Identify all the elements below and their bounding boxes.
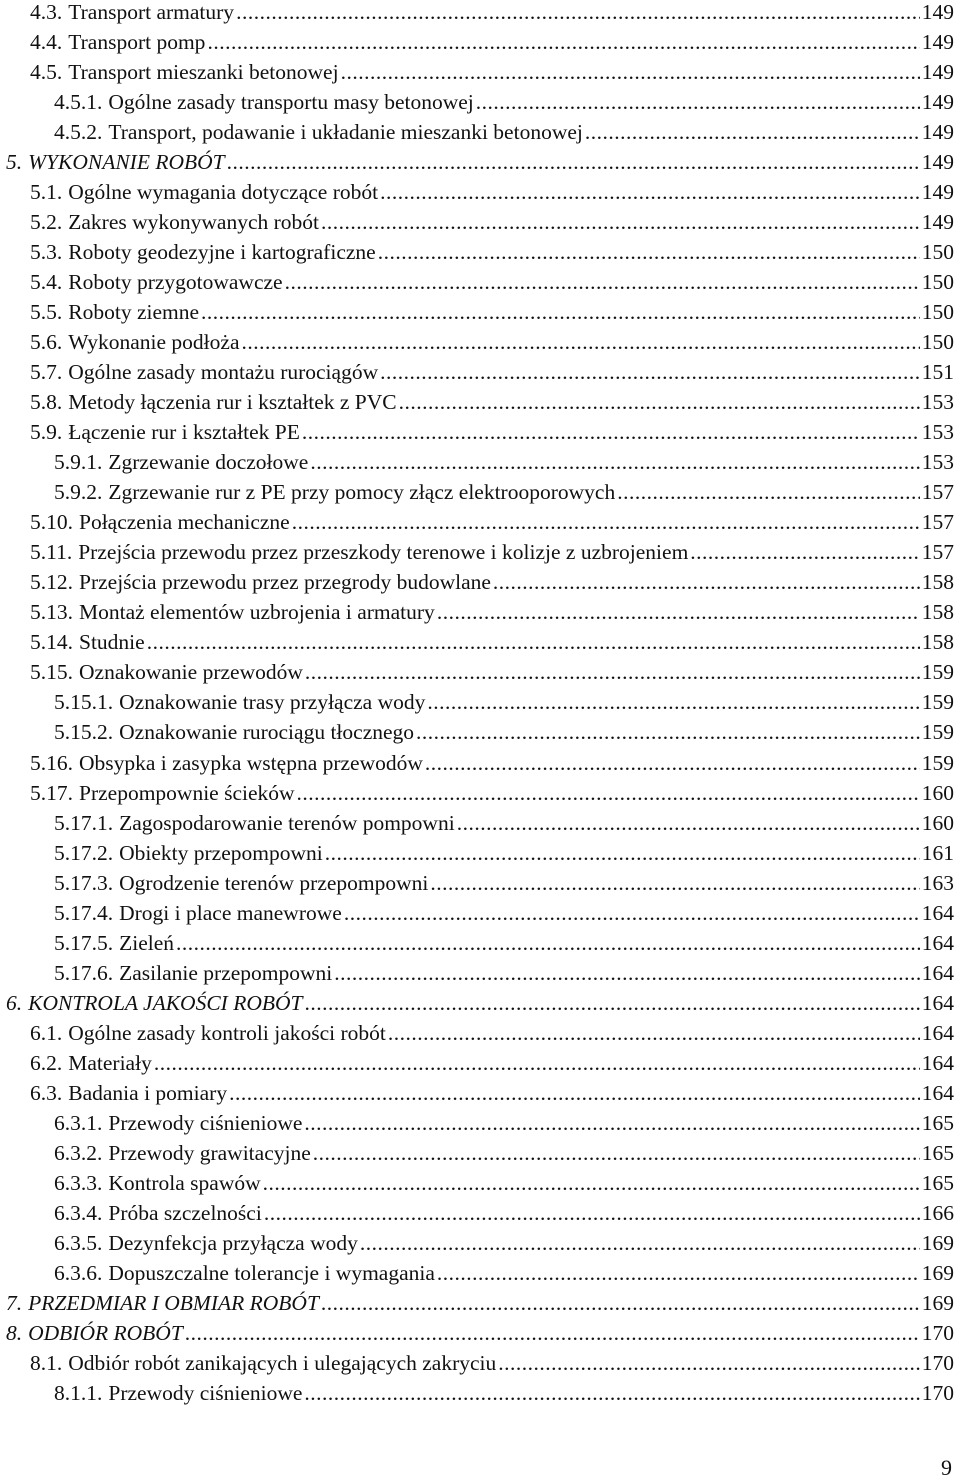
toc-entry-title: Zakres wykonywanych robót [68,210,320,235]
toc-entry[interactable] [54,687,954,717]
toc-entry-number: 4.5.1. [54,90,103,115]
toc-entry[interactable] [54,898,954,928]
toc-entry-page: 150 [921,330,954,355]
toc-entry-title: KONTROLA JAKOŚCI ROBÓT [28,990,303,1015]
toc-entry[interactable] [30,657,954,687]
toc-dot-leader [388,1018,920,1048]
toc-dot-leader [425,748,920,778]
toc-entry[interactable] [30,537,954,567]
toc-entry-title: Przejścia przewodu przez przegrody budowlane [79,570,491,595]
toc-entry-number: 4.5.2. [54,120,103,145]
toc-entry-page: 170 [921,1350,954,1375]
toc-entry-page: 161 [921,840,954,865]
toc-entry-page: 165 [921,1140,954,1165]
toc-entry[interactable] [54,838,954,868]
page-number: 9 [941,1455,952,1480]
toc-entry-title: Łączenie rur i kształtek PE [68,420,300,445]
toc-dot-leader [325,838,920,868]
toc-entry-page: 153 [921,390,954,415]
toc-entry-title: Zgrzewanie doczołowe [108,450,309,475]
toc-dot-leader [147,627,920,657]
toc-entry[interactable] [54,808,954,838]
toc-dot-leader [617,477,920,507]
toc-entry-title: Dopuszczalne tolerancje i wymagania [108,1260,435,1285]
toc-entry[interactable] [54,477,954,507]
toc-entry-title: Metody łączenia rur i kształtek z PVC [68,390,397,415]
toc-entry-number: 5.6. [30,330,63,355]
toc-dot-leader [457,808,920,838]
toc-entry-title: Drogi i place manewrowe [119,900,342,925]
toc-entry-number: 5.7. [30,360,63,385]
toc-entry-page: 150 [921,240,954,265]
toc-dot-leader [227,147,920,177]
toc-entry[interactable] [30,1018,954,1048]
toc-dot-leader [399,387,920,417]
toc-entry-title: Materiały [68,1050,152,1075]
toc-entry-page: 158 [921,600,954,625]
toc-entry-title: Oznakowanie przewodów [79,660,303,685]
toc-entry[interactable] [54,1108,954,1138]
toc-entry-title: Zasilanie przepompowni [119,960,333,985]
toc-entry[interactable] [54,1258,954,1288]
toc-dot-leader [493,567,920,597]
toc-entry[interactable] [54,117,954,147]
toc-entry-number: 5.17. [30,780,73,805]
toc-entry[interactable] [30,297,954,327]
toc-entry[interactable] [30,748,954,778]
toc-entry-number: 4.3. [30,0,63,24]
toc-entry-number: 4.5. [30,60,63,85]
toc-entry-title: Ogólne zasady transportu masy betonowej [108,90,474,115]
toc-dot-leader [154,1048,920,1078]
toc-entry-number: 6.1. [30,1020,63,1045]
toc-entry-number: 5.9. [30,420,63,445]
toc-entry-page: 170 [921,1320,954,1345]
toc-entry-page: 158 [921,570,954,595]
toc-dot-leader [304,1108,919,1138]
toc-entry-number: 6.3.1. [54,1110,103,1135]
toc-entry-page: 164 [921,960,954,985]
toc-entry-page: 149 [921,30,954,55]
toc-entry-title: ODBIÓR ROBÓT [28,1320,183,1345]
toc-entry-title: Przewody ciśnieniowe [108,1380,303,1405]
toc-entry-page: 159 [921,720,954,745]
toc-entry-title: Ogólne zasady kontroli jakości robót [68,1020,386,1045]
toc-entry-page: 149 [921,60,954,85]
toc-entry-title: Transport pomp [68,30,206,55]
toc-entry-number: 5.10. [30,510,73,535]
toc-dot-leader [416,717,920,747]
toc-entry[interactable] [54,958,954,988]
toc-entry-number: 5.12. [30,570,73,595]
toc-dot-leader [297,778,920,808]
toc-entry-number: 5.11. [30,540,73,565]
toc-entry-title: PRZEDMIAR I OBMIAR ROBÓT [28,1290,319,1315]
toc-entry[interactable] [30,417,954,447]
toc-dot-leader [313,1138,920,1168]
toc-entry-title: Wykonanie podłoża [68,330,240,355]
toc-entry-title: Zieleń [119,930,175,955]
toc-entry-title: Obsypka i zasypka wstępna przewodów [79,750,423,775]
toc-entry-page: 149 [921,210,954,235]
toc-entry-number: 5.17.3. [54,870,114,895]
toc-entry-title: Przewody grawitacyjne [108,1140,311,1165]
toc-entry[interactable] [54,1138,954,1168]
toc-entry[interactable] [30,387,954,417]
toc-entry-page: 149 [921,90,954,115]
toc-entry-number: 6.3.6. [54,1260,103,1285]
toc-entry-page: 157 [921,540,954,565]
toc-entry-number: 6.3. [30,1080,63,1105]
toc-entry-number: 8.1.1. [54,1380,103,1405]
toc-entry-page: 153 [921,420,954,445]
toc-entry[interactable] [54,717,954,747]
toc-entry[interactable] [6,988,954,1018]
toc-entry-page: 157 [921,480,954,505]
toc-entry[interactable] [54,868,954,898]
toc-entry-number: 5.9.2. [54,480,103,505]
toc-dot-leader [690,537,919,567]
toc-entry-number: 5.1. [30,180,63,205]
toc-entry-title: Zgrzewanie rur z PE przy pomocy złącz elektrooporowych [108,480,616,505]
toc-entry-page: 165 [921,1170,954,1195]
toc-entry-page: 164 [921,900,954,925]
toc-entry-page: 153 [921,450,954,475]
toc-dot-leader [285,267,920,297]
toc-entry-title: Roboty geodezyjne i kartograficzne [68,240,376,265]
toc-entry[interactable] [54,1378,954,1408]
toc-entry-number: 5.5. [30,300,63,325]
toc-entry[interactable] [30,1048,954,1078]
toc-entry-page: 159 [921,750,954,775]
toc-entry-number: 5.4. [30,270,63,295]
toc-dot-leader [380,357,920,387]
toc-entry-page: 169 [921,1260,954,1285]
toc-entry[interactable] [54,1228,954,1258]
toc-dot-leader [292,507,920,537]
toc-entry-title: Roboty ziemne [68,300,200,325]
toc-entry[interactable] [30,1078,954,1108]
toc-entry-page: 169 [921,1230,954,1255]
toc-entry[interactable] [30,1348,954,1378]
toc-dot-leader [380,177,920,207]
toc-entry[interactable] [30,57,954,87]
toc-entry-page: 149 [921,0,954,24]
toc-dot-leader [344,898,920,928]
toc-entry-title: Ogólne wymagania dotyczące robót [68,180,379,205]
toc-dot-leader [321,207,920,237]
toc-entry-title: Próba szczelności [108,1200,262,1225]
toc-entry[interactable] [30,327,954,357]
toc-entry-number: 5.13. [30,600,73,625]
toc-entry-title: Ogrodzenie terenów przepompowni [119,870,429,895]
toc-dot-leader [304,1378,919,1408]
toc-dot-leader [310,447,919,477]
toc-entry-number: 5.17.5. [54,930,114,955]
toc-entry[interactable] [30,357,954,387]
toc-entry-page: 164 [921,1020,954,1045]
toc-entry[interactable] [30,627,954,657]
toc-dot-leader [176,928,920,958]
toc-entry[interactable] [6,1318,954,1348]
toc-entry-page: 151 [921,360,954,385]
toc-entry-title: Transport armatury [68,0,235,24]
toc-entry-number: 8. [6,1320,23,1345]
toc-entry-page: 166 [921,1200,954,1225]
toc-entry-title: Badania i pomiary [68,1080,228,1105]
toc-entry-number: 4.4. [30,30,63,55]
toc-entry-title: Transport mieszanki betonowej [68,60,339,85]
toc-entry[interactable] [30,778,954,808]
toc-entry[interactable] [54,447,954,477]
toc-dot-leader [229,1078,920,1108]
toc-entry[interactable] [30,237,954,267]
toc-dot-leader [427,687,919,717]
toc-dot-leader [334,958,919,988]
toc-entry[interactable] [30,267,954,297]
toc-entry-page: 157 [921,510,954,535]
toc-entry-number: 5.16. [30,750,73,775]
toc-entry-title: Przewody ciśnieniowe [108,1110,303,1135]
toc-entry-number: 6.2. [30,1050,63,1075]
toc-entry-title: Roboty przygotowawcze [68,270,283,295]
toc-entry-number: 5.8. [30,390,63,415]
toc-entry[interactable] [54,1168,954,1198]
toc-entry[interactable] [30,507,954,537]
toc-dot-leader [185,1318,920,1348]
toc-entry[interactable] [30,597,954,627]
toc-entry-number: 5.17.2. [54,840,114,865]
toc-entry-number: 6.3.2. [54,1140,103,1165]
toc-entry[interactable] [54,928,954,958]
toc-dot-leader [360,1228,920,1258]
toc-entry[interactable] [30,207,954,237]
toc-entry-page: 158 [921,630,954,655]
toc-entry-title: Oznakowanie rurociągu tłocznego [119,720,415,745]
toc-entry[interactable] [6,1288,954,1318]
toc-dot-leader [201,297,920,327]
toc-entry[interactable] [6,147,954,177]
toc-entry-number: 5.9.1. [54,450,103,475]
toc-entry-number: 6.3.5. [54,1230,103,1255]
toc-entry-number: 5.3. [30,240,63,265]
toc-entry-number: 5.17.4. [54,900,114,925]
toc-entry[interactable] [30,27,954,57]
toc-entry-number: 5. [6,150,23,175]
toc-entry-number: 5.15. [30,660,73,685]
toc-entry-page: 164 [921,930,954,955]
toc-dot-leader [305,657,920,687]
toc-entry-page: 160 [921,780,954,805]
toc-entry[interactable] [54,87,954,117]
toc-entry[interactable] [54,1198,954,1228]
toc-entry-title: Przepompownie ścieków [79,780,295,805]
toc-entry-page: 170 [921,1380,954,1405]
toc-entry-title: Połączenia mechaniczne [79,510,290,535]
toc-entry-title: Dezynfekcja przyłącza wody [108,1230,358,1255]
toc-dot-leader [430,868,919,898]
toc-dot-leader [207,27,919,57]
toc-entry-number: 5.15.1. [54,690,114,715]
toc-entry-page: 150 [921,270,954,295]
toc-dot-leader [585,117,920,147]
toc-entry-page: 150 [921,300,954,325]
toc-entry-page: 149 [921,150,954,175]
toc-entry-page: 164 [921,1050,954,1075]
toc-entry-title: Studnie [79,630,145,655]
toc-entry-title: Zagospodarowanie terenów pompowni [119,810,455,835]
toc-dot-leader [263,1168,920,1198]
toc-entry-title: Transport, podawanie i układanie mieszanki betonowej [108,120,583,145]
toc-entry-title: Oznakowanie trasy przyłącza wody [119,690,426,715]
toc-entry-number: 5.15.2. [54,720,114,745]
toc-entry-number: 6.3.3. [54,1170,103,1195]
toc-entry-number: 7. [6,1290,23,1315]
toc-entry-title: WYKONANIE ROBÓT [28,150,225,175]
toc-dot-leader [437,597,920,627]
toc-entry-title: Ogólne zasady montażu rurociągów [68,360,379,385]
toc-entry-title: Montaż elementów uzbrojenia i armatury [79,600,435,625]
toc-entry-page: 164 [921,990,954,1015]
toc-dot-leader [242,327,920,357]
toc-entry-page: 160 [921,810,954,835]
toc-entry-title: Obiekty przepompowni [119,840,323,865]
toc-dot-leader [476,87,920,117]
toc-entry-number: 5.17.6. [54,960,114,985]
toc-entry-title: Odbiór robót zanikających i ulegających zakryciu [68,1350,497,1375]
toc-entry-number: 8.1. [30,1350,63,1375]
toc-dot-leader [341,57,920,87]
toc-dot-leader [302,417,920,447]
toc-entry-page: 169 [921,1290,954,1315]
toc-entry-number: 5.14. [30,630,73,655]
toc-entry[interactable] [30,0,954,27]
toc-entry-page: 159 [921,690,954,715]
toc-entry-title: Przejścia przewodu przez przeszkody terenowe i kolizje z uzbrojeniem [78,540,689,565]
toc-dot-leader [236,0,920,27]
toc-entry[interactable] [30,177,954,207]
toc-dot-leader [498,1348,919,1378]
toc-dot-leader [378,237,920,267]
toc-dot-leader [321,1288,920,1318]
toc-entry-number: 6.3.4. [54,1200,103,1225]
toc-entry-page: 149 [921,120,954,145]
toc-dot-leader [264,1198,920,1228]
toc-entry-number: 5.2. [30,210,63,235]
toc-entry[interactable] [30,567,954,597]
toc-dot-leader [304,988,919,1018]
toc-entry-number: 5.17.1. [54,810,114,835]
toc-entry-title: Kontrola spawów [108,1170,261,1195]
toc-entry-page: 165 [921,1110,954,1135]
toc-entry-page: 149 [921,180,954,205]
toc-entry-page: 159 [921,660,954,685]
toc-entry-page: 163 [921,870,954,895]
toc-dot-leader [437,1258,920,1288]
toc-entry-number: 6. [6,990,23,1015]
toc-entry-page: 164 [921,1080,954,1105]
